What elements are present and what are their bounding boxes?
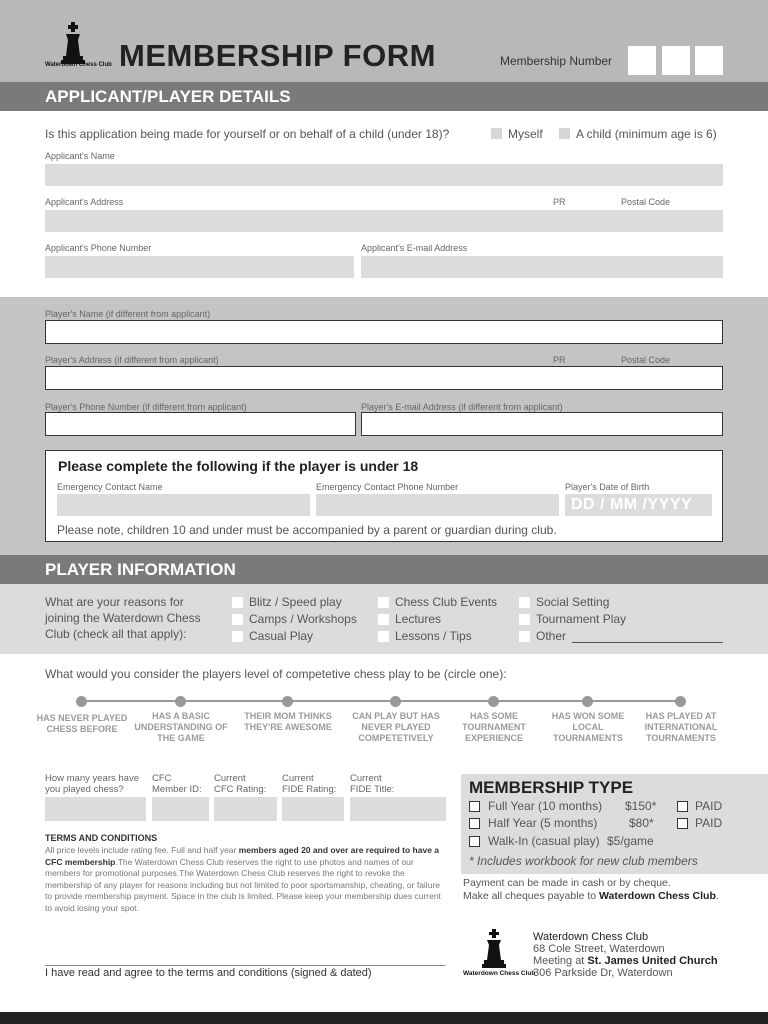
half-year-paid-checkbox[interactable]	[677, 818, 688, 829]
years-field[interactable]	[45, 797, 146, 821]
logo-caption: Waterdown Chess Club	[45, 62, 112, 68]
level-dot[interactable]	[76, 696, 87, 707]
level-option-label: HAS PLAYED AT INTERNATIONAL TOURNAMENTS	[644, 711, 718, 743]
terms-body	[45, 845, 447, 914]
under-18-title: Please complete the following if the player is under 18	[58, 458, 419, 474]
reason-checkbox[interactable]	[519, 631, 530, 642]
child-checkbox[interactable]	[559, 128, 570, 139]
club-name: Waterdown Chess Club	[533, 931, 649, 943]
player-email-label: Player's E-mail Address (if different from applicant)	[361, 402, 563, 412]
fide-title-field[interactable]	[350, 797, 446, 821]
meeting-address: 306 Parkside Dr, Waterdown	[533, 967, 673, 979]
signature-label: I have read and agree to the terms and conditions (signed & dated)	[45, 967, 372, 979]
player-phone-field[interactable]	[45, 412, 356, 436]
reason-label: Lectures	[395, 612, 442, 626]
level-dot[interactable]	[282, 696, 293, 707]
applicant-postal-label: Postal Code	[621, 197, 671, 207]
years-label: How many years have	[45, 773, 139, 784]
years-label: you played chess?	[45, 784, 124, 795]
reason-label: Other	[536, 629, 567, 643]
paid-label: PAID	[695, 816, 723, 830]
player-info-section-header	[0, 555, 768, 584]
player-address-field[interactable]	[45, 366, 723, 390]
page-title: MEMBERSHIP FORM	[119, 38, 436, 73]
reason-checkbox[interactable]	[232, 631, 243, 642]
level-option-label: HAS SOME TOURNAMENT EXPERIENCE	[462, 711, 526, 743]
fide-title-label: FIDE Title:	[350, 784, 395, 795]
membership-option-price: $80*	[629, 816, 654, 830]
player-phone-label: Player's Phone Number (if different from applicant)	[45, 402, 247, 412]
level-option-label: HAS WON SOME LOCAL TOURNAMENTS	[551, 711, 625, 743]
club-meeting	[533, 955, 718, 967]
reason-checkbox[interactable]	[519, 614, 530, 625]
full-year-paid-checkbox[interactable]	[677, 801, 688, 812]
applicant-phone-field[interactable]	[45, 256, 354, 278]
payment-note: Payment can be made in cash or by cheque.	[463, 877, 671, 889]
meeting-venue: St. James United Church	[587, 955, 718, 967]
applicant-email-field[interactable]	[361, 256, 723, 278]
player-address-label: Player's Address (if different from applicant)	[45, 355, 219, 365]
fide-title-label: Current	[350, 773, 382, 784]
signature-line[interactable]	[45, 965, 445, 966]
footer-bar	[0, 1012, 768, 1024]
club-address: 68 Cole Street, Waterdown	[533, 943, 665, 955]
reasons-question-line: What are your reasons for	[45, 595, 184, 609]
walk-in-checkbox[interactable]	[469, 836, 480, 847]
player-name-field[interactable]	[45, 320, 723, 344]
reason-label: Social Setting	[536, 595, 610, 609]
myself-checkbox[interactable]	[491, 128, 502, 139]
terms-text: .The Waterdown Chess Club reserves the right to use photos and names of our members for promotional purposes.The Waterdown Chess Club reserves the right to revoke the membership of any player for reasons including but not limited to poor sportsmanship, cheating, or failure to provide membership payment. Space in the club is limited. Please keep your membership dues current to avoid losing your spot.	[45, 856, 441, 913]
reason-checkbox[interactable]	[232, 597, 243, 608]
emergency-phone-field[interactable]	[316, 494, 559, 516]
emergency-name-label: Emergency Contact Name	[57, 482, 163, 492]
reason-checkbox[interactable]	[232, 614, 243, 625]
reason-label: Camps / Workshops	[249, 612, 357, 626]
membership-option-price: $150*	[625, 799, 657, 813]
reason-label: Casual Play	[249, 629, 314, 643]
applicant-phone-label: Applicant's Phone Number	[45, 243, 152, 253]
level-dot[interactable]	[582, 696, 593, 707]
level-option-label: THEIR MOM THINKS THEY'RE AWESOME	[244, 711, 332, 732]
applicant-address-label: Applicant's Address	[45, 197, 124, 207]
level-option-label: CAN PLAY BUT HAS NEVER PLAYED COMPETETIVELY	[352, 711, 440, 743]
level-dot[interactable]	[390, 696, 401, 707]
reason-checkbox[interactable]	[378, 631, 389, 642]
applicant-question: Is this application being made for yourself or on behalf of a child (under 18)?	[45, 127, 450, 141]
emergency-name-field[interactable]	[57, 494, 310, 516]
applicant-name-field[interactable]	[45, 164, 723, 186]
membership-number-box-3[interactable]	[695, 46, 723, 75]
level-option-label: HAS A BASIC UNDERSTANDING OF THE GAME	[134, 711, 228, 743]
workbook-note: * Includes workbook for new club members	[469, 854, 698, 868]
under-18-box	[45, 450, 723, 542]
other-reason-line[interactable]	[572, 642, 723, 643]
reason-checkbox[interactable]	[378, 614, 389, 625]
cheque-text: .	[715, 890, 719, 902]
cfc-id-field[interactable]	[152, 797, 209, 821]
reason-label: Chess Club Events	[395, 595, 498, 609]
cheque-text: Make all cheques payable to	[463, 890, 600, 902]
membership-option-label: Walk-In (casual play)	[488, 834, 600, 848]
level-dot[interactable]	[175, 696, 186, 707]
fide-rating-label: Current	[282, 773, 314, 784]
under-18-note: Please note, children 10 and under must be accompanied by a parent or guardian during club.	[57, 523, 557, 537]
terms-text: All price levels include rating fee. Full and half year	[45, 845, 239, 855]
cfc-rating-label: CFC Rating:	[214, 784, 267, 795]
player-name-label: Player's Name (if different from applicant)	[45, 309, 211, 319]
applicant-name-label: Applicant's Name	[45, 151, 115, 161]
membership-number-box-2[interactable]	[662, 46, 690, 75]
cfc-id-label: Member ID:	[152, 784, 202, 795]
fide-rating-label: FIDE Rating:	[282, 784, 337, 795]
section-title: PLAYER INFORMATION	[45, 560, 236, 579]
membership-option-price: $5/game	[607, 834, 654, 848]
applicant-pr-label: PR	[553, 197, 566, 207]
player-postal-label: Postal Code	[621, 355, 671, 365]
applicant-email-label: Applicant's E-mail Address	[361, 243, 468, 253]
membership-option-label: Half Year (5 months)	[488, 816, 598, 830]
cheque-note	[463, 890, 719, 902]
child-label: A child (minimum age is 6)	[576, 127, 717, 141]
player-pr-label: PR	[553, 355, 566, 365]
cfc-id-label: CFC	[152, 773, 172, 784]
level-dot[interactable]	[675, 696, 686, 707]
paid-label: PAID	[695, 799, 723, 813]
player-email-field[interactable]	[361, 412, 723, 436]
full-year-checkbox[interactable]	[469, 801, 480, 812]
cfc-rating-field[interactable]	[214, 797, 277, 821]
reason-label: Blitz / Speed play	[249, 595, 342, 609]
reasons-question-line: joining the Waterdown Chess	[45, 611, 201, 625]
myself-label: Myself	[508, 127, 543, 141]
fide-rating-field[interactable]	[282, 797, 344, 821]
cfc-rating-label: Current	[214, 773, 246, 784]
membership-option-label: Full Year (10 months)	[488, 799, 603, 813]
membership-number-box-1[interactable]	[628, 46, 656, 75]
applicant-section-header	[0, 82, 768, 111]
level-option-label: HAS NEVER PLAYED CHESS BEFORE	[36, 713, 128, 734]
terms-title: TERMS AND CONDITIONS	[45, 833, 158, 843]
level-dot[interactable]	[488, 696, 499, 707]
level-question: What would you consider the players level of competetive chess play to be (circle one):	[45, 667, 507, 681]
applicant-address-field[interactable]	[45, 210, 723, 232]
terms-bold-text: members aged 20 and over are required to have a CFC membership	[45, 845, 440, 867]
section-title: APPLICANT/PLAYER DETAILS	[45, 87, 291, 106]
dob-field[interactable]: DD / MM /YYYY	[565, 494, 712, 516]
reason-checkbox[interactable]	[519, 597, 530, 608]
club-logo-caption: Waterdown Chess Club	[463, 970, 536, 977]
meeting-text: Meeting at	[533, 955, 588, 967]
reason-label: Tournament Play	[536, 612, 627, 626]
half-year-checkbox[interactable]	[469, 818, 480, 829]
reason-label: Lessons / Tips	[395, 629, 472, 643]
membership-type-title: MEMBERSHIP TYPE	[469, 778, 634, 797]
chess-king-logo-icon	[478, 929, 510, 973]
reason-checkbox[interactable]	[378, 597, 389, 608]
membership-number-label: Membership Number	[500, 54, 613, 68]
cheque-payee: Waterdown Chess Club	[599, 890, 716, 902]
emergency-phone-label: Emergency Contact Phone Number	[316, 482, 459, 492]
reasons-question-line: Club (check all that apply):	[45, 627, 187, 641]
dob-label: Player's Date of Birth	[565, 482, 650, 492]
